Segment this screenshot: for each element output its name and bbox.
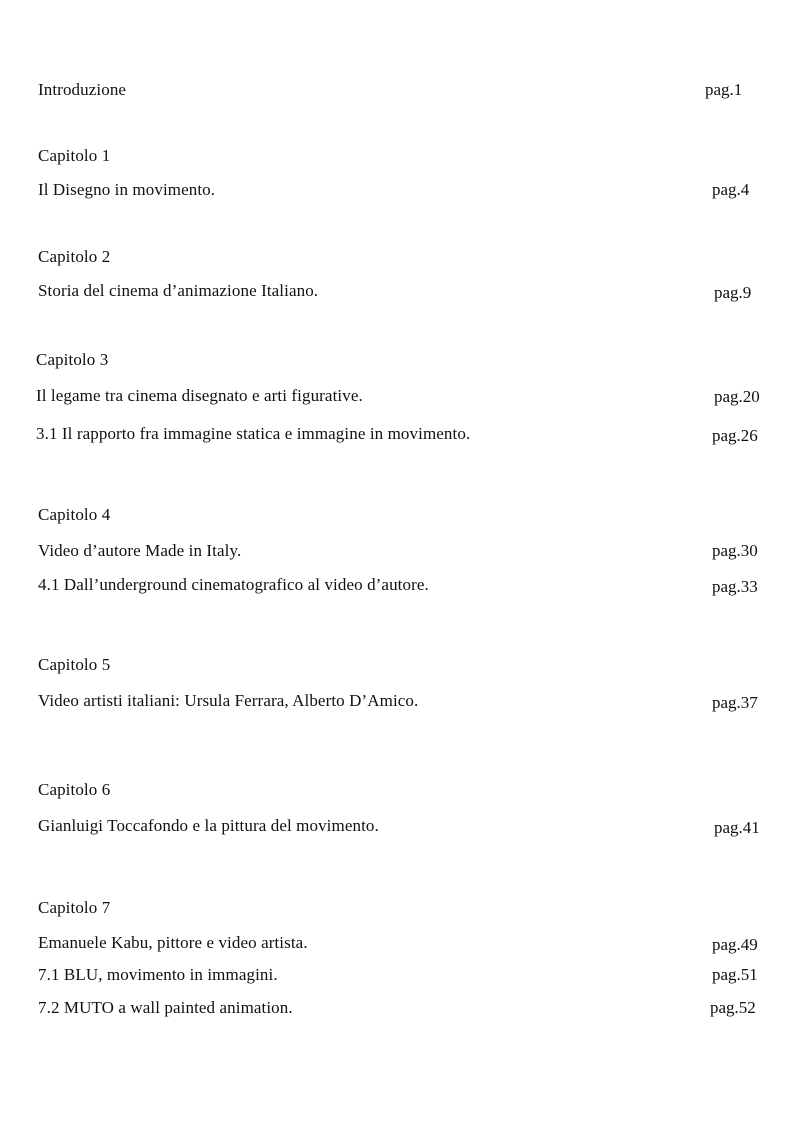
toc-ch7-sub1-page: pag.51: [712, 965, 758, 984]
toc-ch5-title: Video artisti italiani: Ursula Ferrara, Alberto D’Amico.: [38, 691, 419, 710]
toc-ch3-heading: Capitolo 3: [36, 350, 109, 369]
toc-ch7-sub2-page: pag.52: [710, 998, 756, 1017]
toc-ch7-sub2-title: 7.2 MUTO a wall painted animation.: [38, 998, 293, 1017]
toc-ch4-sub1-title: 4.1 Dall’underground cinematografico al video d’autore.: [38, 575, 429, 594]
toc-ch6-page: pag.41: [714, 818, 760, 837]
toc-ch7-page: pag.49: [712, 935, 758, 954]
toc-ch5-heading: Capitolo 5: [38, 655, 111, 674]
toc-ch7-heading: Capitolo 7: [38, 898, 111, 917]
toc-ch1-title: Il Disegno in movimento.: [38, 180, 216, 199]
toc-ch2-title: Storia del cinema d’animazione Italiano.: [38, 281, 319, 300]
toc-intro-title: Introduzione: [38, 80, 127, 99]
toc-ch6-heading: Capitolo 6: [38, 780, 111, 799]
toc-ch1-page: pag.4: [712, 180, 750, 199]
toc-ch3-title: Il legame tra cinema disegnato e arti figurative.: [36, 386, 363, 405]
toc-ch2-page: pag.9: [714, 283, 752, 302]
toc-ch3-page: pag.20: [714, 387, 760, 406]
toc-ch4-page: pag.30: [712, 541, 758, 560]
toc-ch6-title: Gianluigi Toccafondo e la pittura del movimento.: [38, 816, 379, 835]
toc-ch5-page: pag.37: [712, 693, 758, 712]
toc-ch4-title: Video d’autore Made in Italy.: [38, 541, 242, 560]
toc-ch2-heading: Capitolo 2: [38, 247, 111, 266]
toc-ch7-sub1-title: 7.1 BLU, movimento in immagini.: [38, 965, 278, 984]
toc-ch3-sub1-page: pag.26: [712, 426, 758, 445]
toc-ch3-sub1-title: 3.1 Il rapporto fra immagine statica e immagine in movimento.: [36, 424, 471, 443]
toc-ch4-heading: Capitolo 4: [38, 505, 111, 524]
toc-intro-page: pag.1: [705, 80, 743, 99]
toc-ch4-sub1-page: pag.33: [712, 577, 758, 596]
toc-ch1-heading: Capitolo 1: [38, 146, 111, 165]
toc-ch7-title: Emanuele Kabu, pittore e video artista.: [38, 933, 308, 952]
